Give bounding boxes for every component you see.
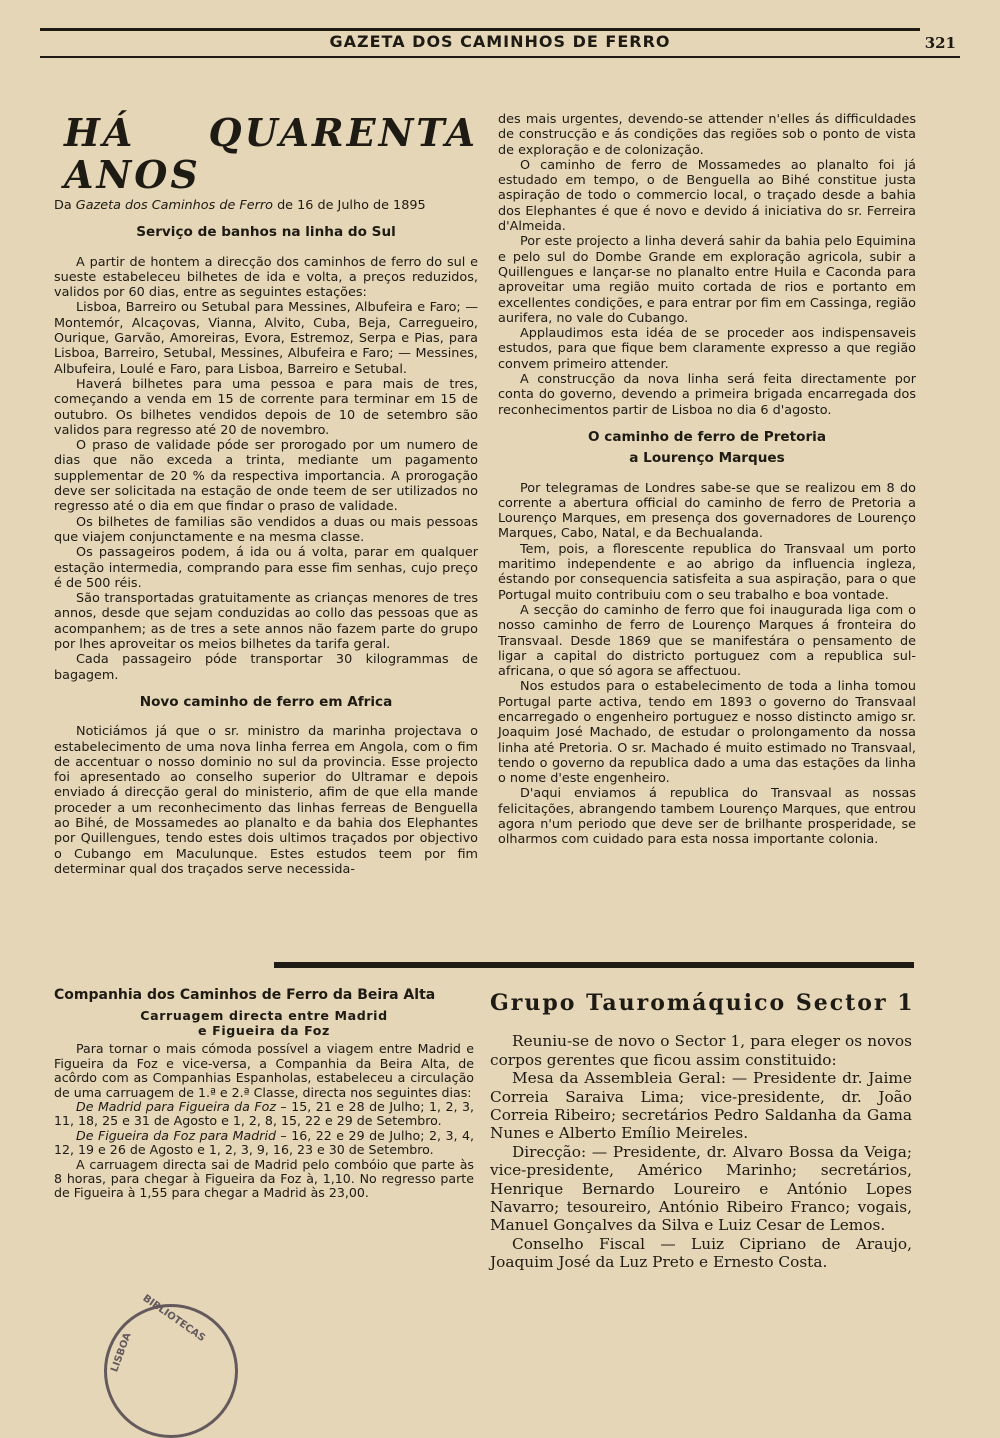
beira-alta-column (54, 988, 474, 1201)
route-figueira-madrid (54, 1129, 474, 1158)
section-divider (274, 962, 914, 968)
route-label: De Madrid para Figueira da Foz – (76, 1099, 287, 1115)
library-stamp (104, 1292, 238, 1438)
route-label: De Figueira da Foz para Madrid – (76, 1127, 287, 1143)
paragraph: Haverá bilhetes para uma pessoa e para mais de tres, começando a venda em 15 de corrente para terminar em 15 de outubro. Os bilhetes vendidos depois de 10 de setembro são validos para regresso até 20 de novembro. (54, 376, 478, 438)
route-dates: 16, 22 e 29 de Julho; 2, 3, 4, 12, 19 e 26 de Agosto e 1, 2, 3, 9, 16, 23 e 30 de Setembro. (54, 1127, 474, 1158)
tauromaquico-title: Grupo Tauromáquico Sector 1 (490, 990, 915, 1016)
paragraph: A carruagem directa sai de Madrid pelo combóio que parte às 8 horas, para chegar à Figueira da Foz à, 1,10. No regresso parte de Figueira à 1,55 para chegar a Madrid às 23,00. (54, 1156, 474, 1201)
section-title-pretoria-line1: O caminho de ferro de Pretoria (587, 428, 826, 445)
page-header (40, 28, 960, 62)
dateline-suffix: de 16 de Julho de 1895 (277, 198, 426, 213)
stamp-text-left: LISBOA (109, 1331, 134, 1374)
paragraph: Por este projecto a linha deverá sahir da bahia pelo Equimina e pelo sul do Dombe Grande em exploração agricola, subir a Quillengues e lançar-se no planalto entre Huila e Caconda para aproveitar uma região muito cortada de rios e portanto em excellentes condições, e para entrar por fim em Cassinga, região aurifera, no vale do Cubango. (498, 234, 916, 326)
paragraph: A construcção da nova linha será feita directamente por conta do governo, devendo a primeira brigada encarregada dos reconhecimentos partir de Lisboa no dia 6 d'agosto. (498, 372, 916, 418)
paragraph: Por telegramas de Londres sabe-se que se realizou em 8 do corrente a abertura official do caminho de ferro de Pretoria a Lourenço Marques, em presença dos governadores de Lourenço Marques, Cabo, Natal, e da Bechualanda. (498, 480, 916, 542)
section-title-africa: Novo caminho de ferro em Africa (139, 693, 393, 710)
header-top-rule (40, 28, 920, 31)
paragraph: O praso de validade póde ser prorogado por um numero de dias que não exceda a trinta, mediante um pagamento supplementar de 20 % da respectiva importancia. A prorogação deve ser solicitada na estação de onde teem de ser utilizados no regresso até o dia em que findar o praso de validade. (54, 438, 478, 515)
paragraph: Tem, pois, a florescente republica do Transvaal um porto maritimo independente e ao abrigo da influencia ingleza, éstando por consequencia satisfeita a sua aspiração, para o que Portugal muito contribuiu com o seu trabalho e boa vontade. (498, 541, 916, 603)
paragraph: Os bilhetes de familias são vendidos a duas ou mais pessoas que viajem conjunctamente e na mesma classe. (54, 514, 478, 545)
header-bottom-rule (40, 56, 960, 58)
journal-title: GAZETA DOS CAMINHOS DE FERRO (329, 32, 671, 51)
paragraph: Noticiámos já que o sr. ministro da marinha projectava o estabelecimento de uma nova linha ferrea em Angola, com o fim de accentuar o nosso dominio no sul da provincia. Esse projecto foi apresentado ao conselho superior do Ultramar e depois enviado á direcção geral do ministerio, afim de que ella mande proceder a um reconhecimento das linhas ferreas de Benguella ao Bihé, de Mossamedes ao planalto e da bahia dos Elephantes por Quillengues, tendo estes dois ultimos traçados por objectivo o Cubango em Maculunque. Estes estudos teem por fim determinar qual dos traçados serve necessida- (54, 724, 478, 877)
tauromaquico-column (490, 990, 915, 1272)
section-title-pretoria-line2: a Lourenço Marques (629, 450, 785, 467)
paragraph: Applaudimos esta idéa de se proceder aos indispensaveis estudos, para que fique bem claramente expresso a que região convem primeiro attender. (498, 326, 916, 372)
page-number: 321 (924, 34, 956, 52)
paragraph: Direcção: — Presidente, dr. Alvaro Bossa da Veiga; vice-presidente, Américo Marinho; secretários, Henrique Bernardo Loureiro e António Lopes Navarro; tesoureiro, António Ribeiro Franco; vogais, Manuel Gonçalves da Silva e Luiz Cesar de Lemos. (490, 1142, 912, 1235)
right-column (498, 112, 916, 848)
paragraph: Reuniu-se de novo o Sector 1, para eleger os novos corpos gerentes que ficou assim constituido: (490, 1032, 912, 1069)
paragraph: Conselho Fiscal — Luiz Cipriano de Araujo, Joaquim José da Luz Preto e Ernesto Costa. (490, 1234, 912, 1272)
paragraph: des mais urgentes, devendo-se attender n'elles ás difficuldades de construcção e ás condições das regiões sob o ponto de vista de exploração e de colonização. (498, 112, 916, 158)
paragraph: Cada passageiro póde transportar 30 kilogrammas de bagagem. (54, 652, 478, 683)
route-madrid-figueira (54, 1100, 474, 1129)
stamp-text-top: BIBLIOTECAS (140, 1292, 208, 1345)
article-title: HÁ QUARENTA ANOS (64, 110, 478, 197)
left-column (54, 112, 478, 877)
beira-alta-subtitle-line1: Carruagem directa entre Madrid (140, 1008, 388, 1024)
paragraph: A secção do caminho de ferro que foi inaugurada liga com o nosso caminho de ferro de Lourenço Marques á fronteira do Transvaal. Desde 1869 que se manifestára o pensamento de ligar a capital do districto portuguez com a republica sul-africana, o que só agora se affectuou. (498, 602, 916, 680)
dateline-source: Gazeta dos Caminhos de Ferro (75, 198, 273, 213)
paragraph: Os passageiros podem, á ida ou á volta, parar em qualquer estação intermedia, comprando para esse fim senhas, cujo preço é de 500 réis. (54, 545, 478, 591)
paragraph: O caminho de ferro de Mossamedes ao planalto foi já estudado em tempo, o de Benguella ao Bihé constitue justa aspiração de todo o commercio local, o traçado desde a bahia dos Elephantes é que é novo e devido á iniciativa do sr. Ferreira d'Almeida. (498, 157, 916, 235)
section-title-banhos: Serviço de banhos na linha do Sul (136, 224, 396, 241)
paragraph: A partir de hontem a direcção dos caminhos de ferro do sul e sueste estabeleceu bilhetes de ida e volta, a preços reduzidos, validos por 60 dias, entre as seguintes estações: (54, 254, 478, 301)
paragraph: São transportadas gratuitamente as crianças menores de tres annos, desde que sejam conduzidas ao collo das pessoas que as acompanhem; as de tres a sete annos não fazem parte do grupo por lhes aproveitar os meios bilhetes da tarifa geral. (54, 591, 478, 653)
dateline-prefix: Da (54, 198, 72, 213)
paragraph: Nos estudos para o estabelecimento de toda a linha tomou Portugal parte activa, tendo em 1893 o governo do Transvaal encarregado o engenheiro portuguez e nosso distincto amigo sr. Joaquim José Machado, de estudar o prolongamento da nossa linha até Pretoria. O sr. Machado é muito estimado no Transvaal, tendo o governo da republica dado a uma das estações da linha o nome d'este engenheiro. (498, 679, 916, 787)
paragraph: Mesa da Assembleia Geral: — Presidente dr. Jaime Correia Saraiva Lima; vice-presidente, dr. João Correia Ribeiro; secretários Pedro Saldanha da Gama Nunes e Alberto Emílio Meireles. (490, 1069, 912, 1143)
dateline (54, 198, 478, 213)
paragraph: Lisboa, Barreiro ou Setubal para Messines, Albufeira e Faro; — Montemór, Alcaçovas, Vianna, Alvito, Cuba, Beja, Carregueiro, Ourique, Garvão, Amoreiras, Evora, Estremoz, Serpa e Pias, para Lisboa, Barreiro, Setubal, Messines, Albufeira e Faro; — Messines, Albufeira, Loulé e Faro, para Lisboa, Barreiro e Setubal. (54, 300, 478, 377)
beira-alta-title: Companhia dos Caminhos de Ferro da Beira Alta (54, 987, 436, 1003)
paragraph: D'aqui enviamos á republica do Transvaal as nossas felicitações, abrangendo tambem Lourenço Marques, que entrou agora n'um periodo que deve ser de brilhante prosperidade, se olharmos com cuidado para esta nossa importante colonia. (498, 786, 916, 848)
route-dates: 15, 21 e 28 de Julho; 1, 2, 3, 11, 18, 25 e 31 de Agosto e 1, 2, 8, 15, 22 e 29 de Setembro. (54, 1099, 474, 1129)
paragraph: Para tornar o mais cómoda possível a viagem entre Madrid e Figueira da Foz e vice-versa, a Companhia da Beira Alta, de acôrdo com as Companhias Espanholas, estabeleceu a circulação de uma carruagem de 1.ª e 2.ª Classe, directa nos seguintes dias: (54, 1041, 474, 1100)
beira-alta-subtitle-line2: e Figueira da Foz (198, 1023, 330, 1039)
